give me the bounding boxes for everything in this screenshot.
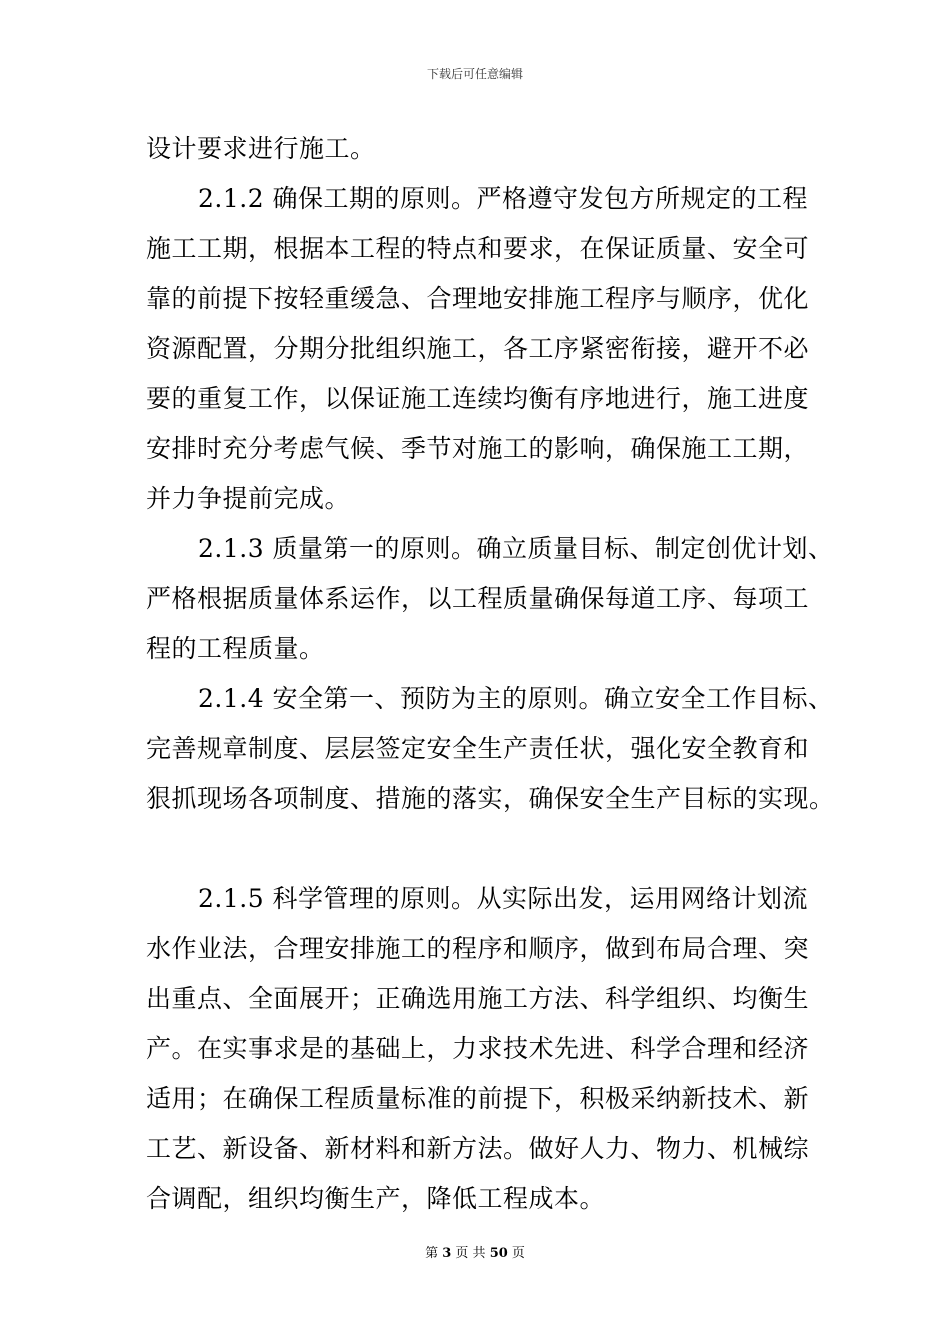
text-line: 完善规章制度、层层签定安全生产责任状，强化安全教育和 bbox=[146, 734, 810, 763]
text-line: 产。在实事求是的基础上，力求技术先进、科学合理和经济 bbox=[146, 1034, 810, 1063]
text-line: 适用；在确保工程质量标准的前提下，积极采纳新技术、新 bbox=[146, 1084, 810, 1113]
text-line: 施工工期，根据本工程的特点和要求，在保证质量、安全可 bbox=[146, 234, 810, 263]
text-line: 靠的前提下按轻重缓急、合理地安排施工程序与顺序，优化 bbox=[146, 284, 810, 313]
text-line: 狠抓现场各项制度、措施的落实，确保安全生产目标的实现。 bbox=[146, 784, 835, 813]
text-line: 严格根据质量体系运作，以工程质量确保每道工序、每项工 bbox=[146, 584, 810, 613]
page-header-note: 下载后可任意编辑 bbox=[426, 67, 523, 81]
text-line: 设计要求进行施工。 bbox=[146, 134, 376, 163]
paragraph-2-1-3-first-line: 2.1.3 质量第一的原则。确立质量目标、制定创优计划、 bbox=[198, 534, 834, 563]
text-line: 合调配，组织均衡生产，降低工程成本。 bbox=[146, 1184, 606, 1213]
text-line: 要的重复工作，以保证施工连续均衡有序地进行，施工进度 bbox=[146, 384, 810, 413]
text-line: 资源配置，分期分批组织施工，各工序紧密衔接，避开不必 bbox=[146, 334, 810, 363]
footer-prefix: 第 bbox=[425, 1246, 439, 1261]
total-pages-number: 50 bbox=[489, 1246, 508, 1261]
document-body bbox=[146, 124, 836, 1224]
footer-middle: 页 共 bbox=[455, 1246, 486, 1261]
current-page-number: 3 bbox=[442, 1246, 452, 1261]
paragraph-2-1-5-first-line: 2.1.5 科学管理的原则。从实际出发，运用网络计划流 bbox=[198, 884, 809, 913]
text-line: 并力争提前完成。 bbox=[146, 484, 351, 513]
text-line: 出重点、全面展开；正确选用施工方法、科学组织、均衡生 bbox=[146, 984, 810, 1013]
text-line: 水作业法，合理安排施工的程序和顺序，做到布局合理、突 bbox=[146, 934, 810, 963]
text-line: 程的工程质量。 bbox=[146, 634, 325, 663]
paragraph-2-1-4-first-line: 2.1.4 安全第一、预防为主的原则。确立安全工作目标、 bbox=[198, 684, 834, 713]
paragraph-2-1-2-first-line: 2.1.2 确保工期的原则。严格遵守发包方所规定的工程 bbox=[198, 184, 809, 213]
paragraph-gap bbox=[146, 824, 836, 874]
text-line: 安排时充分考虑气候、季节对施工的影响，确保施工工期， bbox=[146, 434, 810, 463]
page-footer bbox=[0, 1245, 950, 1263]
footer-suffix: 页 bbox=[511, 1246, 525, 1261]
text-line: 工艺、新设备、新材料和新方法。做好人力、物力、机械综 bbox=[146, 1134, 810, 1163]
